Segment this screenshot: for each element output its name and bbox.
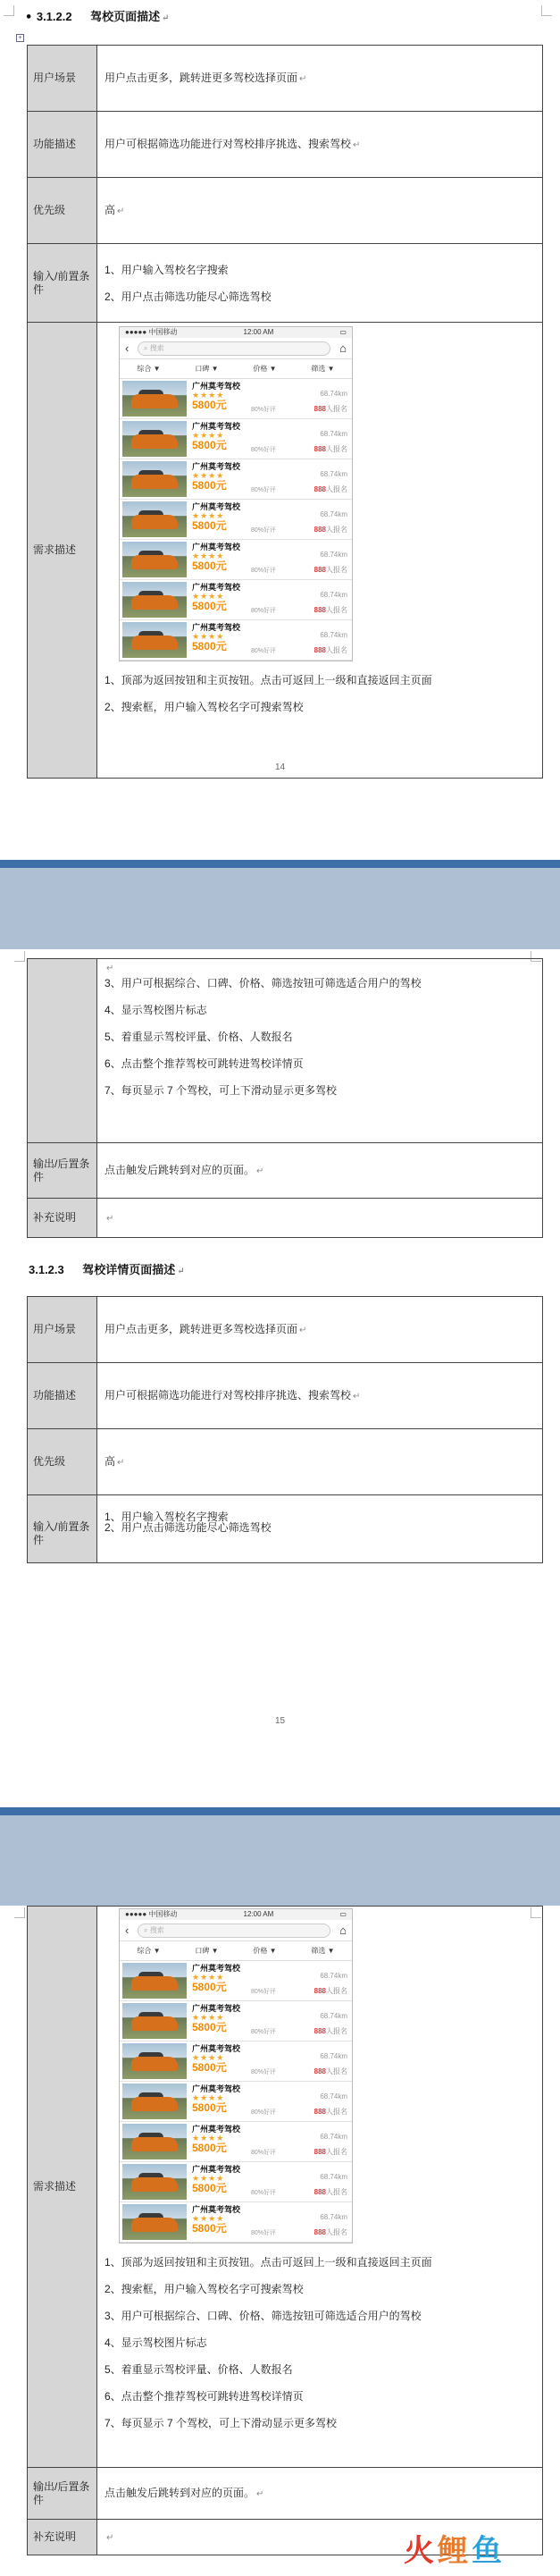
school-name: 广州莫考驾校 <box>192 2125 241 2134</box>
desc-item: 1、顶部为返回按钮和主页按钮。点击可返回上一级和直接返回主页面 <box>104 674 432 686</box>
phone-mockup <box>119 326 353 661</box>
watermark-char: 火 <box>404 2532 434 2569</box>
school-price: 5800元 <box>192 439 227 451</box>
signup-count: 888人报名 <box>313 405 347 413</box>
school-distance: 68.74km <box>320 2012 347 2020</box>
spec-table-2-cont <box>27 1906 543 2555</box>
desc-item: 2、搜索框，用户输入驾校名字可搜索驾校 <box>104 2283 304 2295</box>
school-photo <box>122 622 187 658</box>
school-photo <box>122 501 187 537</box>
filter-button[interactable]: 综合 ▼ <box>137 1947 161 1955</box>
school-price: 5800元 <box>192 2182 227 2194</box>
clock-label: 12:00 AM <box>243 1910 274 1918</box>
rating-stars: ★★★★ <box>192 632 225 641</box>
back-icon[interactable]: ‹ <box>125 1923 130 1937</box>
status-bar <box>120 1909 352 1920</box>
watermark-logo <box>404 2524 556 2571</box>
row-value: 高 <box>104 203 116 216</box>
table-row: 功能描述 用户可根据筛选功能进行对驾校排序挑选、搜索驾校 ↵ <box>28 112 543 178</box>
school-name: 广州莫考驾校 <box>192 2084 241 2093</box>
rating-stars: ★★★★ <box>192 391 225 400</box>
signup-count: 888人报名 <box>313 2188 347 2196</box>
school-photo <box>122 421 187 457</box>
school-name: 广州莫考驾校 <box>192 2205 241 2214</box>
school-list-item[interactable] <box>120 2122 352 2162</box>
filter-button[interactable]: 筛选 ▼ <box>311 365 335 373</box>
desc-item: 7、每页显示 7 个驾校，可上下滑动显示更多驾校 <box>104 1084 338 1097</box>
section-heading-3-1-2-2: • 3.1.2.2 驾校页面描述 ↵ <box>25 10 170 24</box>
rating-tag: 80%好评 <box>251 2029 277 2035</box>
crop-mark <box>4 5 14 16</box>
status-bar <box>120 327 352 338</box>
signup-count: 888人报名 <box>313 1987 347 1995</box>
rating-stars: ★★★★ <box>192 2093 225 2102</box>
school-list-item[interactable] <box>120 379 352 419</box>
school-name: 广州莫考驾校 <box>192 543 241 551</box>
school-price: 5800元 <box>192 2101 227 2114</box>
row-label: 用户场景 <box>28 46 97 112</box>
school-photo <box>122 2043 187 2079</box>
section-title: 驾校详情页面描述 <box>82 1264 176 1277</box>
doc-page-3 <box>0 1906 560 2576</box>
school-list-item[interactable] <box>120 540 352 580</box>
desc-item: 4、显示驾校图片标志 <box>104 2336 207 2349</box>
desc-item: 1、顶部为返回按钮和主页按钮。点击可返回上一级和直接返回主页面 <box>104 2256 432 2269</box>
school-price: 5800元 <box>192 560 227 572</box>
school-photo <box>122 1963 187 1999</box>
school-price: 5800元 <box>192 600 227 612</box>
search-input[interactable] <box>138 341 330 356</box>
table-row <box>28 1907 543 2468</box>
row-label: 需求描述 <box>28 1907 97 2468</box>
signup-count: 888人报名 <box>313 485 347 493</box>
page-gap <box>0 1807 560 1906</box>
filter-button[interactable]: 价格 ▼ <box>253 365 277 373</box>
school-distance: 68.74km <box>320 631 347 639</box>
table-row <box>28 1495 543 1563</box>
filter-bar <box>120 1941 352 1961</box>
row-label: 需求描述 <box>28 323 97 779</box>
input-line: 1、用户输入驾校名字搜索 <box>104 263 229 276</box>
filter-button[interactable]: 价格 ▼ <box>253 1947 277 1955</box>
table-row: 补充说明 ↵ <box>28 2520 543 2555</box>
school-photo <box>122 2003 187 2039</box>
signup-count: 888人报名 <box>313 526 347 534</box>
carrier-label: ●●●●● 中国移动 <box>125 328 178 336</box>
filter-button[interactable]: 口碑 ▼ <box>195 1947 219 1955</box>
school-list-item[interactable] <box>120 2001 352 2041</box>
school-distance: 68.74km <box>320 2052 347 2060</box>
row-value: 用户点击更多，跳转进更多驾校选择页面 <box>104 71 298 84</box>
section-number: 3.1.2.2 <box>36 10 72 23</box>
school-list-item[interactable] <box>120 2162 352 2202</box>
crop-mark <box>541 5 552 16</box>
school-price: 5800元 <box>192 479 227 492</box>
desc-item: 4、显示驾校图片标志 <box>104 1004 207 1016</box>
school-photo <box>122 542 187 577</box>
school-list-item[interactable] <box>120 620 352 661</box>
school-price: 5800元 <box>192 1981 227 1993</box>
table-row: 补充说明 ↵ <box>28 1199 543 1238</box>
school-list-item[interactable] <box>120 419 352 459</box>
school-photo <box>122 2204 187 2240</box>
row-value: 用户点击更多，跳转进更多驾校选择页面 <box>104 1322 298 1335</box>
desc-item: 5、着重显示驾校评量、价格、人数报名 <box>104 1031 293 1043</box>
page-gap <box>0 860 560 949</box>
school-price: 5800元 <box>192 2142 227 2154</box>
school-distance: 68.74km <box>320 551 347 559</box>
desc-item: 6、点击整个推荐驾校可跳转进驾校详情页 <box>104 1057 304 1070</box>
school-distance: 68.74km <box>320 591 347 599</box>
school-name: 广州莫考驾校 <box>192 623 241 632</box>
school-name: 广州莫考驾校 <box>192 2044 241 2053</box>
search-icon: ⌕ <box>144 343 150 352</box>
rating-tag: 80%好评 <box>251 2190 277 2196</box>
school-price: 5800元 <box>192 640 227 652</box>
rating-stars: ★★★★ <box>192 592 225 601</box>
school-name: 广州莫考驾校 <box>192 2004 241 2013</box>
section-heading-3-1-2-3: 3.1.2.3 驾校详情页面描述 ↵ <box>29 1263 185 1277</box>
signup-count: 888人报名 <box>313 646 347 654</box>
watermark-char: 鲤 <box>438 2532 468 2569</box>
rating-stars: ★★★★ <box>192 2134 225 2142</box>
table-anchor-icon: + <box>16 34 24 42</box>
signup-count: 888人报名 <box>313 2108 347 2116</box>
school-name: 广州莫考驾校 <box>192 2165 241 2174</box>
table-row <box>28 323 543 779</box>
school-list-item[interactable] <box>120 2082 352 2122</box>
rating-tag: 80%好评 <box>251 407 277 413</box>
signup-count: 888人报名 <box>313 2027 347 2035</box>
school-photo <box>122 582 187 618</box>
school-distance: 68.74km <box>320 510 347 518</box>
school-list-item[interactable] <box>120 2202 352 2243</box>
rating-tag: 80%好评 <box>251 447 277 453</box>
row-label: 补充说明 <box>28 1199 97 1238</box>
rating-stars: ★★★★ <box>192 2013 225 2022</box>
filter-button[interactable]: 综合 ▼ <box>137 365 161 373</box>
back-icon[interactable]: ‹ <box>125 341 130 355</box>
desc-item: 3、用户可根据综合、口碑、价格、筛选按钮可筛选适合用户的驾校 <box>104 2310 422 2322</box>
rating-stars: ★★★★ <box>192 551 225 560</box>
page-number: 15 <box>274 1716 286 1726</box>
spec-table-2 <box>27 1296 543 1563</box>
doc-page-1 <box>0 0 560 949</box>
school-photo <box>122 2084 187 2119</box>
signup-count: 888人报名 <box>313 445 347 453</box>
filter-button[interactable]: 口碑 ▼ <box>195 365 219 373</box>
input-line: 1、用户输入驾校名字搜索 <box>104 1511 229 1523</box>
school-photo <box>122 2124 187 2159</box>
spec-table-1-cont <box>27 958 543 1238</box>
rating-stars: ★★★★ <box>192 2174 225 2183</box>
row-label: 输出/后置条件 <box>28 1143 97 1199</box>
search-input[interactable] <box>138 1924 330 1938</box>
rating-tag: 80%好评 <box>251 2230 277 2236</box>
rating-tag: 80%好评 <box>251 487 277 493</box>
rating-stars: ★★★★ <box>192 511 225 520</box>
table-row: 功能描述 用户可根据筛选功能进行对驾校排序挑选、搜索驾校 ↵ <box>28 1363 543 1429</box>
school-name: 广州莫考驾校 <box>192 1964 241 1973</box>
row-value: 高 <box>104 1454 116 1468</box>
school-price: 5800元 <box>192 2222 227 2235</box>
school-list-item[interactable] <box>120 2041 352 2082</box>
school-distance: 68.74km <box>320 470 347 478</box>
desc-item: 5、着重显示驾校评量、价格、人数报名 <box>104 2363 293 2376</box>
school-list-item[interactable] <box>120 1961 352 2001</box>
school-name: 广州莫考驾校 <box>192 462 241 471</box>
watermark-char: 鱼 <box>472 2532 502 2569</box>
page-number: 14 <box>274 762 286 772</box>
section-number: 3.1.2.3 <box>29 1263 64 1276</box>
school-distance: 68.74km <box>320 1972 347 1980</box>
row-label: 优先级 <box>28 178 97 244</box>
row-label: 功能描述 <box>28 112 97 178</box>
row-label: 输入/前置条件 <box>28 1495 97 1563</box>
school-name: 广州莫考驾校 <box>192 502 241 511</box>
row-value: 点击触发后跳转到对应的页面。 <box>104 1163 255 1176</box>
table-row: 输出/后置条件 点击触发后跳转到对应的页面。 ↵ <box>28 1143 543 1199</box>
carrier-label: ●●●●● 中国移动 <box>125 1910 178 1918</box>
filter-bar <box>120 359 352 379</box>
row-value: 用户可根据筛选功能进行对驾校排序挑选、搜索驾校 <box>104 1388 352 1402</box>
school-distance: 68.74km <box>320 2133 347 2141</box>
battery-icon: ▭ <box>339 328 347 336</box>
school-list-item[interactable] <box>120 580 352 620</box>
nav-bar <box>120 1920 352 1941</box>
section-title: 驾校页面描述 <box>90 11 161 24</box>
row-value: 用户可根据筛选功能进行对驾校排序挑选、搜索驾校 <box>104 137 352 150</box>
school-list-item[interactable] <box>120 459 352 500</box>
search-placeholder: 搜索 <box>149 343 164 352</box>
school-photo <box>122 381 187 417</box>
signup-count: 888人报名 <box>313 2067 347 2075</box>
school-price: 5800元 <box>192 399 227 411</box>
table-row: 输出/后置条件 点击触发后跳转到对应的页面。 ↵ <box>28 2468 543 2520</box>
crop-mark <box>14 1907 25 1918</box>
rating-stars: ★★★★ <box>192 2053 225 2062</box>
school-name: 广州莫考驾校 <box>192 382 241 391</box>
school-distance: 68.74km <box>320 2173 347 2181</box>
crop-mark <box>14 951 25 962</box>
home-icon[interactable]: ⌂ <box>339 341 347 355</box>
rating-tag: 80%好评 <box>251 648 277 654</box>
rating-tag: 80%好评 <box>251 2150 277 2156</box>
school-photo <box>122 461 187 497</box>
spec-table-1 <box>27 45 543 779</box>
doc-page-2 <box>0 949 560 1807</box>
home-icon[interactable]: ⌂ <box>339 1923 347 1937</box>
table-row: ↵ 3、用户可根据综合、口碑、价格、筛选按钮可筛选适合用户的驾校 4、显示驾校图片标志 5、着重显示驾校评量、价格、人数报名 6、点击整个推荐驾校可跳转进驾校详情页 7、每页显示 7 个驾校，可上下滑动显示更多驾校 <box>28 959 543 1143</box>
school-photo <box>122 2164 187 2200</box>
input-line: 2、用户点击筛选功能尽心筛选驾校 <box>104 290 272 303</box>
table-row <box>28 244 543 323</box>
search-icon: ⌕ <box>144 1925 150 1934</box>
school-price: 5800元 <box>192 519 227 532</box>
rating-tag: 80%好评 <box>251 608 277 614</box>
desc-item: 2、搜索框，用户输入驾校名字可搜索驾校 <box>104 701 304 713</box>
rating-tag: 80%好评 <box>251 568 277 574</box>
rating-stars: ★★★★ <box>192 2214 225 2223</box>
school-distance: 68.74km <box>320 2092 347 2100</box>
search-placeholder: 搜索 <box>149 1925 164 1934</box>
filter-button[interactable]: 筛选 ▼ <box>311 1947 335 1955</box>
row-value: 点击触发后跳转到对应的页面。 <box>104 2486 255 2499</box>
rating-stars: ★★★★ <box>192 431 225 440</box>
bullet-icon: • <box>25 11 33 24</box>
school-distance: 68.74km <box>320 430 347 438</box>
school-distance: 68.74km <box>320 390 347 398</box>
signup-count: 888人报名 <box>313 2148 347 2156</box>
desc-item: 6、点击整个推荐驾校可跳转进驾校详情页 <box>104 2390 304 2403</box>
rating-stars: ★★★★ <box>192 471 225 480</box>
school-price: 5800元 <box>192 2021 227 2033</box>
school-price: 5800元 <box>192 2061 227 2074</box>
rating-tag: 80%好评 <box>251 1989 277 1995</box>
school-name: 广州莫考驾校 <box>192 583 241 592</box>
table-row: 用户场景 用户点击更多，跳转进更多驾校选择页面 ↵ <box>28 1297 543 1363</box>
signup-count: 888人报名 <box>313 2228 347 2236</box>
row-label: 用户场景 <box>28 1297 97 1363</box>
signup-count: 888人报名 <box>313 566 347 574</box>
clock-label: 12:00 AM <box>243 328 274 336</box>
row-label: 优先级 <box>28 1429 97 1495</box>
school-list-item[interactable] <box>120 500 352 540</box>
signup-count: 888人报名 <box>313 606 347 614</box>
school-name: 广州莫考驾校 <box>192 422 241 431</box>
rating-tag: 80%好评 <box>251 2069 277 2075</box>
table-row: 优先级 高 ↵ <box>28 178 543 244</box>
input-line: 2、用户点击筛选功能尽心筛选驾校 <box>104 1521 272 1534</box>
rating-tag: 80%好评 <box>251 2109 277 2116</box>
battery-icon: ▭ <box>339 1910 347 1918</box>
row-label: 补充说明 <box>28 2520 97 2555</box>
phone-mockup <box>119 1908 353 2243</box>
rating-stars: ★★★★ <box>192 1973 225 1982</box>
row-label: 输入/前置条件 <box>28 244 97 323</box>
desc-item: 7、每页显示 7 个驾校，可上下滑动显示更多驾校 <box>104 2417 338 2429</box>
desc-item: 3、用户可根据综合、口碑、价格、筛选按钮可筛选适合用户的驾校 <box>104 977 422 989</box>
row-label: 功能描述 <box>28 1363 97 1429</box>
table-row: 优先级 高 ↵ <box>28 1429 543 1495</box>
school-distance: 68.74km <box>320 2213 347 2221</box>
rating-tag: 80%好评 <box>251 527 277 534</box>
nav-bar <box>120 338 352 359</box>
table-row: 用户场景 用户点击更多，跳转进更多驾校选择页面 ↵ <box>28 46 543 112</box>
row-label: 输出/后置条件 <box>28 2468 97 2520</box>
